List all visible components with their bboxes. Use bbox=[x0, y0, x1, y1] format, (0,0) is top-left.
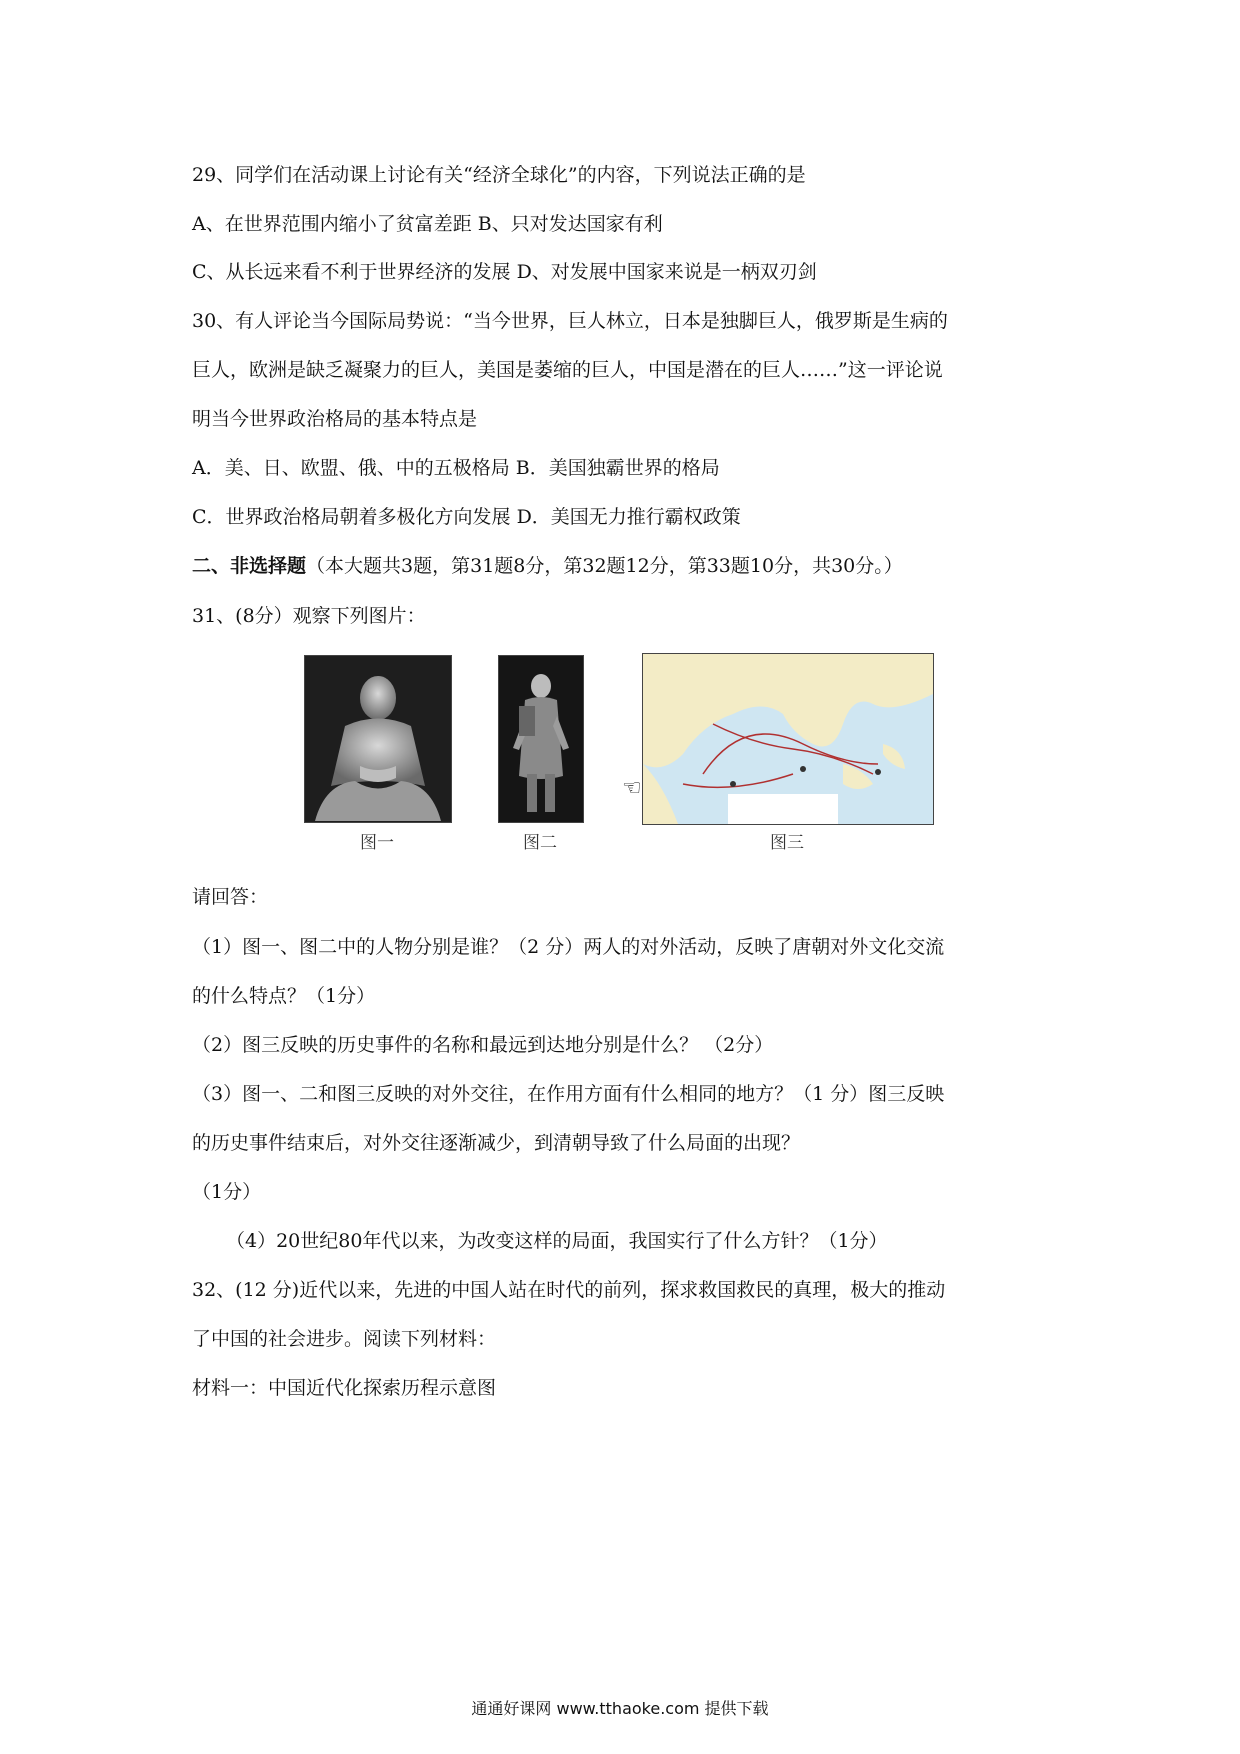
q30-stem-line3: 明当今世界政治格局的基本特点是 bbox=[192, 408, 478, 430]
q32-material1-title: 材料一：中国近代化探索历程示意图 bbox=[192, 1377, 497, 1399]
q29-options-cd: C、从长远来看不利于世界经济的发展 D、对发展中国家来说是一柄双刃剑 bbox=[192, 261, 817, 283]
q32-stem-line2: 了中国的社会进步。阅读下列材料： bbox=[192, 1328, 497, 1350]
section2-heading bbox=[192, 553, 903, 579]
section2-note: （本大题共3题，第31题8分，第32题12分，第33题10分，共30分。） bbox=[306, 555, 903, 577]
figure-2-caption: 图二 bbox=[523, 833, 557, 853]
q31-part3-line3: （1分） bbox=[192, 1181, 262, 1203]
q31-stem: 31、(8分）观察下列图片： bbox=[192, 605, 426, 627]
q31-part3-line1: （3）图一、二和图三反映的对外交往，在作用方面有什么相同的地方？（1 分）图三反映 bbox=[192, 1083, 945, 1105]
q30-options-cd: C．世界政治格局朝着多极化方向发展 D．美国无力推行霸权政策 bbox=[192, 506, 741, 528]
q29-stem: 29、同学们在活动课上讨论有关“经济全球化”的内容，下列说法正确的是 bbox=[192, 164, 806, 186]
q30-options-ab: A．美、日、欧盟、俄、中的五极格局 B．美国独霸世界的格局 bbox=[192, 457, 720, 479]
q31-part3-line2: 的历史事件结束后，对外交往逐渐减少，到清朝导致了什么局面的出现？ bbox=[192, 1132, 801, 1154]
q31-part1-line2: 的什么特点？（1分） bbox=[192, 985, 376, 1007]
figure-1-monk-statue bbox=[304, 655, 452, 823]
figure-2-standing-figure bbox=[498, 655, 584, 823]
q31-part2: （2）图三反映的历史事件的名称和最远到达地分别是什么？ （2分） bbox=[192, 1034, 774, 1056]
page-footer: 通通好课网 www.tthaoke.com 提供下载 bbox=[471, 1699, 769, 1718]
q29-options-ab: A、在世界范围内缩小了贫富差距 B、只对发达国家有利 bbox=[192, 213, 663, 235]
figure-3-voyage-map bbox=[642, 653, 934, 825]
q30-stem-line1: 30、有人评论当今国际局势说：“当今世界，巨人林立，日本是独脚巨人，俄罗斯是生病的 bbox=[192, 310, 948, 332]
q31-answer-prompt: 请回答： bbox=[192, 886, 269, 908]
q30-stem-line2: 巨人，欧洲是缺乏凝聚力的巨人，美国是萎缩的巨人，中国是潜在的巨人……”这一评论说 bbox=[192, 359, 943, 381]
section2-title: 二、非选择题 bbox=[192, 555, 307, 577]
hand-pointer-icon: ☜ bbox=[622, 776, 642, 801]
figure-1-caption: 图一 bbox=[360, 833, 394, 853]
q31-part1-line1: （1）图一、图二中的人物分别是谁？（2 分）两人的对外活动，反映了唐朝对外文化交流 bbox=[192, 936, 945, 958]
q31-part4: （4）20世纪80年代以来，为改变这样的局面，我国实行了什么方针？（1分） bbox=[226, 1230, 888, 1252]
figure-3-caption: 图三 bbox=[770, 833, 804, 853]
q32-stem-line1: 32、(12 分)近代以来，先进的中国人站在时代的前列，探求救国救民的真理，极大的推动 bbox=[192, 1279, 946, 1301]
